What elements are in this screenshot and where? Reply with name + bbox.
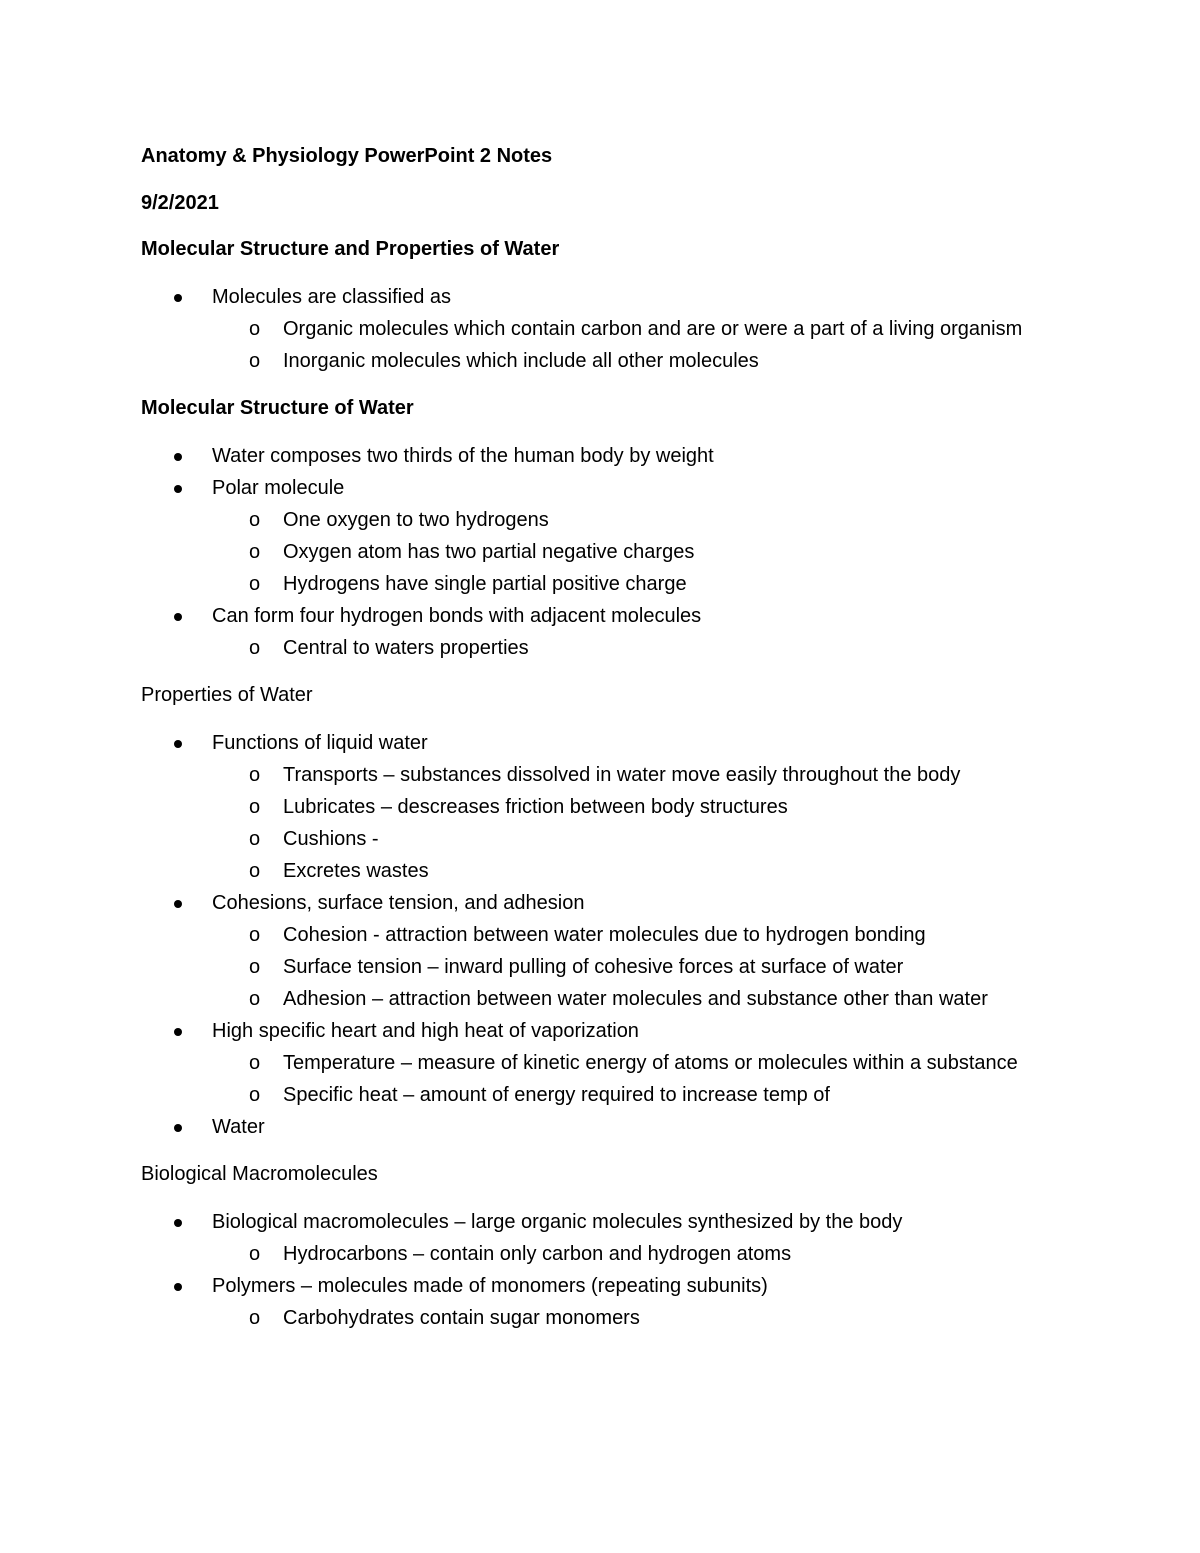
circle-bullet-icon: o <box>249 350 261 372</box>
circle-bullet-icon: o <box>249 541 261 563</box>
bullet-icon <box>174 900 182 908</box>
circle-bullet-icon: o <box>249 1084 261 1106</box>
circle-bullet-icon: o <box>249 637 261 659</box>
sub-list-item-text: Hydrogens have single partial positive charge <box>283 573 687 595</box>
document-title: Anatomy & Physiology PowerPoint 2 Notes <box>141 145 553 167</box>
list-item <box>141 727 1101 887</box>
circle-bullet-icon: o <box>249 318 261 340</box>
sub-list-item-text: Oxygen atom has two partial negative charges <box>283 541 695 563</box>
list-item <box>141 472 1101 600</box>
list-item <box>141 440 1101 472</box>
sub-list-item-text: Cohesion - attraction between water molecules due to hydrogen bonding <box>283 924 926 946</box>
list-item-text: High specific heart and high heat of vaporization <box>212 1020 639 1042</box>
circle-bullet-icon: o <box>249 509 261 531</box>
bullet-icon <box>174 1283 182 1291</box>
sub-list-item <box>212 1238 1101 1270</box>
bullet-icon <box>174 1028 182 1036</box>
bullet-list <box>141 1206 1101 1334</box>
sub-list-item-text: Lubricates – descreases friction between body structures <box>283 796 788 818</box>
bullet-icon <box>174 613 182 621</box>
sub-list-item-text: One oxygen to two hydrogens <box>283 509 549 531</box>
bullet-icon <box>174 294 182 302</box>
sub-list-item-text: Cushions - <box>283 828 379 850</box>
sub-list-item-text: Surface tension – inward pulling of cohesive forces at surface of water <box>283 956 904 978</box>
sub-list-item <box>212 536 1101 568</box>
circle-bullet-icon: o <box>249 764 261 786</box>
sub-list <box>212 632 1101 664</box>
circle-bullet-icon: o <box>249 573 261 595</box>
sub-list <box>212 1047 1101 1111</box>
circle-bullet-icon: o <box>249 796 261 818</box>
sub-list-item <box>212 632 1101 664</box>
bullet-icon <box>174 453 182 461</box>
sub-list-item-text: Temperature – measure of kinetic energy of atoms or molecules within a substance <box>283 1052 1018 1074</box>
sub-list-item <box>212 345 1101 377</box>
sub-list-item <box>212 1047 1101 1079</box>
circle-bullet-icon: o <box>249 1243 261 1265</box>
list-item <box>141 1270 1101 1334</box>
list-item-text: Biological macromolecules – large organic molecules synthesized by the body <box>212 1211 903 1233</box>
circle-bullet-icon: o <box>249 924 261 946</box>
list-item-text: Water composes two thirds of the human body by weight <box>212 445 714 467</box>
list-item <box>141 1015 1101 1111</box>
sub-list-item <box>212 983 1101 1015</box>
sub-list-item-text: Adhesion – attraction between water molecules and substance other than water <box>283 988 988 1010</box>
list-item-text: Cohesions, surface tension, and adhesion <box>212 892 585 914</box>
bullet-icon <box>174 740 182 748</box>
bullet-icon <box>174 1124 182 1132</box>
sub-list-item-text: Transports – substances dissolved in water move easily throughout the body <box>283 764 961 786</box>
sub-list-item <box>212 504 1101 536</box>
sub-list <box>212 919 1101 1015</box>
list-item-text: Polymers – molecules made of monomers (repeating subunits) <box>212 1275 768 1297</box>
sub-list-item-text: Excretes wastes <box>283 860 429 882</box>
section-heading: Properties of Water <box>141 684 313 706</box>
circle-bullet-icon: o <box>249 956 261 978</box>
sub-list-item-text: Inorganic molecules which include all other molecules <box>283 350 759 372</box>
circle-bullet-icon: o <box>249 860 261 882</box>
sub-list-item <box>212 759 1101 791</box>
sub-list-item-text: Specific heat – amount of energy required to increase temp of <box>283 1084 830 1106</box>
list-item <box>141 1111 1101 1143</box>
bullet-list <box>141 281 1101 377</box>
sub-list <box>212 504 1101 600</box>
bullet-icon <box>174 485 182 493</box>
sub-list-item <box>212 791 1101 823</box>
sub-list-item <box>212 1079 1101 1111</box>
list-item-text: Can form four hydrogen bonds with adjacent molecules <box>212 605 702 627</box>
sub-list <box>212 759 1101 887</box>
sub-list-item-text: Organic molecules which contain carbon and are or were a part of a living organism <box>283 318 1023 340</box>
sub-list-item <box>212 823 1101 855</box>
list-item <box>141 1206 1101 1270</box>
sub-list <box>212 1238 1101 1270</box>
list-item-text: Molecules are classified as <box>212 286 451 308</box>
circle-bullet-icon: o <box>249 1307 261 1329</box>
list-item <box>141 281 1101 377</box>
bullet-list <box>141 727 1101 1143</box>
sub-list-item-text: Carbohydrates contain sugar monomers <box>283 1307 640 1329</box>
document-body <box>141 141 1101 1350</box>
sub-list <box>212 1302 1101 1334</box>
document-date: 9/2/2021 <box>141 192 219 214</box>
circle-bullet-icon: o <box>249 988 261 1010</box>
list-item-text: Water <box>212 1116 265 1138</box>
circle-bullet-icon: o <box>249 828 261 850</box>
sub-list-item-text: Central to waters properties <box>283 637 529 659</box>
list-item <box>141 887 1101 1015</box>
sub-list-item <box>212 568 1101 600</box>
section-heading: Molecular Structure and Properties of Water <box>141 238 560 260</box>
section-heading: Molecular Structure of Water <box>141 397 414 419</box>
sub-list-item <box>212 855 1101 887</box>
sub-list <box>212 313 1101 377</box>
section-heading: Biological Macromolecules <box>141 1163 378 1185</box>
sub-list-item <box>212 313 1101 345</box>
bullet-icon <box>174 1219 182 1227</box>
circle-bullet-icon: o <box>249 1052 261 1074</box>
sub-list-item-text: Hydrocarbons – contain only carbon and hydrogen atoms <box>283 1243 792 1265</box>
sub-list-item <box>212 1302 1101 1334</box>
list-item <box>141 600 1101 664</box>
sub-list-item <box>212 919 1101 951</box>
bullet-list <box>141 440 1101 664</box>
list-item-text: Polar molecule <box>212 477 345 499</box>
sub-list-item <box>212 951 1101 983</box>
list-item-text: Functions of liquid water <box>212 732 428 754</box>
